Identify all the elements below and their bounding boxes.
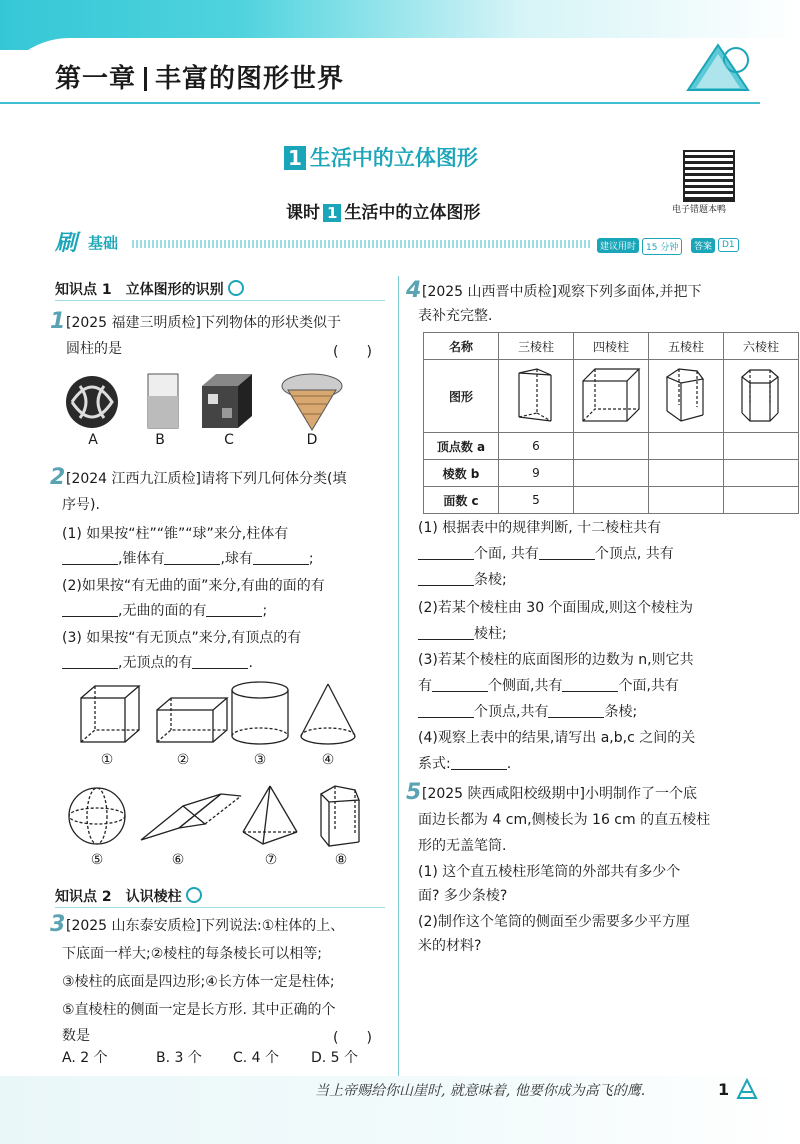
q4-blank-8[interactable] <box>548 703 604 718</box>
q2-blank-6[interactable] <box>62 654 118 669</box>
chapter-title <box>55 58 344 95</box>
q2-p2b-t1: ,无曲的面的有 <box>118 603 207 619</box>
q4-s3b-t1: 有 <box>418 678 432 694</box>
lesson-title-text: 生活中的立体图形 <box>344 203 481 223</box>
answer-page[interactable]: D1 <box>718 238 739 252</box>
qr-label: 电子错题本鸭 <box>672 205 727 215</box>
row-label-shape: 图形 <box>424 360 499 433</box>
q3-line3: ③棱柱的底面是四边形;④长方体一定是柱体; <box>62 974 335 990</box>
pen-icon <box>186 887 202 903</box>
q2-label-2: ② <box>176 752 190 768</box>
q2-p3b <box>62 651 253 675</box>
pyramid-solid-icon <box>243 786 297 844</box>
q1-images <box>62 372 382 432</box>
q4-line2: 表补充完整. <box>418 308 493 324</box>
watermelon-icon <box>66 376 118 428</box>
q2-p3a: (3) 如果按“有无顶点”来分,有顶点的有 <box>62 630 302 646</box>
q2-blank-5[interactable] <box>206 602 262 617</box>
quadrangular-prism-icon <box>579 365 643 425</box>
q1-answer-paren[interactable]: ( ) <box>333 344 372 360</box>
basic-tag: 刷 <box>55 231 78 256</box>
q5-s1b: 面? 多少条棱? <box>418 888 508 904</box>
table-cell[interactable] <box>724 460 799 487</box>
q4-s2b-t: 棱柱; <box>474 626 507 642</box>
chapter-number: 第一章 <box>55 64 137 94</box>
table-cell[interactable] <box>649 433 724 460</box>
q4-blank-5[interactable] <box>432 677 488 692</box>
q2-label-4: ④ <box>321 752 335 768</box>
table-header: 三棱柱 <box>499 333 574 360</box>
q4-s3b-t3: 个面,共有 <box>618 678 679 694</box>
q4-s2a: (2)若某个棱柱由 30 个面围成,则这个棱柱为 <box>418 600 693 616</box>
q4-blank-3[interactable] <box>418 571 474 586</box>
q4-s3c-t2: 条棱; <box>604 704 638 720</box>
q5-s1a: (1) 这个直五棱柱形笔筒的外部共有多少个 <box>418 864 681 880</box>
q1-option-b: B <box>155 432 165 448</box>
section-number: 1 <box>284 146 306 170</box>
column-divider <box>398 276 399 1076</box>
q4-s3c-t1: 个顶点,共有 <box>474 704 549 720</box>
q4-s4b-t: 系式: <box>418 756 451 772</box>
basic-divider <box>132 240 592 248</box>
page-number: 1 <box>718 1080 730 1099</box>
q2-p2a: (2)如果按“有无曲的面”来分,有曲的面的有 <box>62 578 325 594</box>
lesson-prefix: 课时 <box>286 203 320 223</box>
q5-line2: 面边长都为 4 cm,侧棱长为 16 cm 的直五棱柱 <box>418 812 711 828</box>
table-cell: 6 <box>499 433 574 460</box>
q4-s3a: (3)若某个棱柱的底面图形的边数为 n,则它共 <box>418 652 694 668</box>
ruler-compass-icon <box>678 40 758 100</box>
q4-s1c-t: 条棱; <box>474 572 507 588</box>
q2-line1: [2024 江西九江质检]请将下列几何体分类(填 <box>66 471 347 487</box>
q3-option-c[interactable]: C. 4 个 <box>233 1050 280 1066</box>
q1-option-d: D <box>306 432 318 448</box>
section-title-text: 生活中的立体图形 <box>309 146 478 170</box>
knowledge-point-2 <box>55 886 202 906</box>
q2-blank-1[interactable] <box>62 550 118 565</box>
table-header: 四棱柱 <box>574 333 649 360</box>
hexagonal-prism-figure <box>724 360 799 433</box>
table-row <box>424 433 799 460</box>
lesson-number: 1 <box>323 204 341 222</box>
kp1-underline <box>55 300 385 301</box>
table-cell: 9 <box>499 460 574 487</box>
quadrangular-prism-figure <box>574 360 649 433</box>
suggested-time-label: 建议用时 <box>597 238 639 253</box>
polyhedra-table <box>423 332 799 514</box>
q2-blank-4[interactable] <box>62 602 118 617</box>
q2-label-6: ⑥ <box>171 852 185 868</box>
q4-blank-7[interactable] <box>418 703 474 718</box>
pen-icon <box>228 280 244 296</box>
q3-option-a[interactable]: A. 2 个 <box>62 1050 108 1066</box>
table-row <box>424 460 799 487</box>
pentagonal-prism-solid-icon <box>321 786 359 846</box>
cube-icon <box>202 374 252 428</box>
table-cell[interactable] <box>649 487 724 514</box>
q2-blank-7[interactable] <box>192 654 248 669</box>
triangle-ruler-icon <box>736 1078 758 1100</box>
q2-label-8: ⑧ <box>334 852 348 868</box>
row-label-faces: 面数 c <box>424 487 499 514</box>
chapter-subtitle: 丰富的图形世界 <box>155 64 345 94</box>
table-cell[interactable] <box>574 487 649 514</box>
q1-line2: 圆柱的是 <box>66 341 122 357</box>
table-row <box>424 487 799 514</box>
table-cell[interactable] <box>574 433 649 460</box>
cylinder-solid-icon <box>232 682 288 744</box>
table-cell[interactable] <box>724 433 799 460</box>
kp1-title: 知识点 1 立体图形的识别 <box>55 282 224 298</box>
q3-option-d[interactable]: D. 5 个 <box>311 1050 359 1066</box>
basic-label: 基础 <box>88 234 119 252</box>
q4-s1a: (1) 根据表中的规律判断, 十二棱柱共有 <box>418 520 662 536</box>
q4-blank-1[interactable] <box>418 545 474 560</box>
table-header: 名称 <box>424 333 499 360</box>
kp2-underline <box>55 907 385 908</box>
pentagonal-prism-figure <box>649 360 724 433</box>
q2-blank-3[interactable] <box>253 550 309 565</box>
q5-s2b: 米的材料? <box>418 938 482 954</box>
triangular-prism-solid-icon <box>141 794 241 840</box>
row-label-vertices: 顶点数 a <box>424 433 499 460</box>
q4-number: 4 <box>406 278 422 303</box>
q2-p1b-t2: ,球有 <box>220 551 253 567</box>
q4-blank-4[interactable] <box>418 625 474 640</box>
q4-s1b <box>418 542 674 566</box>
sphere-solid-icon <box>69 788 125 844</box>
q4-s4b <box>418 752 511 776</box>
table-cell[interactable] <box>724 487 799 514</box>
q4-s3b <box>418 674 679 698</box>
suggested-time-value: 15 分钟 <box>642 238 682 255</box>
q2-p2b-t2: ; <box>262 603 268 619</box>
q2-p1b-t1: ,锥体有 <box>118 551 165 567</box>
q2-p1b <box>62 547 314 571</box>
cuboid-solid-icon <box>157 698 227 742</box>
cube-solid-icon <box>81 686 139 742</box>
footer-motto: 当上帝赐给你山崖时, 就意味着, 他要你成为高飞的鹰. <box>315 1083 646 1099</box>
q4-blank-9[interactable] <box>451 755 507 770</box>
q3-line4: ⑤直棱柱的侧面一定是长方形. 其中正确的个 <box>62 1002 336 1018</box>
ice-cream-icon <box>282 374 342 430</box>
q2-label-1: ① <box>100 752 114 768</box>
q4-line1: [2025 山西晋中质检]观察下列多面体,并把下 <box>422 284 702 300</box>
table-header: 六棱柱 <box>724 333 799 360</box>
q4-s3b-t2: 个侧面,共有 <box>488 678 563 694</box>
q4-s3c <box>418 700 637 724</box>
q3-option-b[interactable]: B. 3 个 <box>156 1050 202 1066</box>
q2-line2: 序号). <box>62 497 100 513</box>
q4-s1b-t1: 个面, 共有 <box>474 546 539 562</box>
q3-answer-paren[interactable]: ( ) <box>333 1030 372 1046</box>
q4-s4a: (4)观察上表中的结果,请写出 a,b,c 之间的关 <box>418 730 696 746</box>
q2-label-5: ⑤ <box>90 852 104 868</box>
q4-blank-6[interactable] <box>562 677 618 692</box>
q4-s1b-t2: 个顶点, 共有 <box>594 546 674 562</box>
q2-label-7: ⑦ <box>264 852 278 868</box>
triangular-prism-figure <box>499 360 574 433</box>
table-row <box>424 333 799 360</box>
answer-label: 答案 <box>691 238 715 253</box>
q2-p1b-t3: ; <box>308 551 314 567</box>
header-rule <box>0 102 760 104</box>
triangular-prism-icon <box>511 365 561 425</box>
q2-p1a: (1) 如果按“柱”“锥”“球”来分,柱体有 <box>62 526 289 542</box>
kp2-title: 知识点 2 认识棱柱 <box>55 889 182 905</box>
q2-p3b-t1: ,无顶点的有 <box>118 655 193 671</box>
q2-p3b-t2: . <box>248 655 253 671</box>
q4-s1c <box>418 568 507 592</box>
q2-number: 2 <box>50 465 66 490</box>
q1-line1: [2025 福建三明质检]下列物体的形状类似于 <box>66 315 342 331</box>
q2-solids-row2 <box>65 780 375 852</box>
q5-s2a: (2)制作这个笔筒的侧面至少需要多少平方厘 <box>418 914 690 930</box>
q5-number: 5 <box>406 780 422 805</box>
knowledge-point-1 <box>55 279 244 299</box>
q3-number: 3 <box>50 912 66 937</box>
q4-s4c-t: . <box>506 756 512 772</box>
section-title <box>284 142 478 172</box>
q2-blank-2[interactable] <box>164 550 220 565</box>
cone-solid-icon <box>301 684 355 744</box>
lesson-title <box>286 198 480 223</box>
pentagonal-prism-icon <box>661 365 711 425</box>
table-cell[interactable] <box>574 460 649 487</box>
q5-line1: [2025 陕西咸阳校级期中]小明制作了一个底 <box>422 786 698 802</box>
title-separator <box>144 67 147 91</box>
q1-number: 1 <box>50 309 66 334</box>
q3-line5: 数是 <box>62 1028 90 1044</box>
table-cell: 5 <box>499 487 574 514</box>
hexagonal-prism-icon <box>736 365 786 425</box>
q2-p2b <box>62 599 267 623</box>
table-row <box>424 360 799 433</box>
q4-blank-2[interactable] <box>539 545 595 560</box>
qr-code-icon[interactable] <box>683 150 735 202</box>
q3-line1: [2025 山东泰安质检]下列说法:①柱体的上、 <box>66 918 345 934</box>
q1-option-a: A <box>88 432 98 448</box>
q3-line2: 下底面一样大;②棱柱的每条棱长可以相等; <box>62 946 322 962</box>
q2-label-3: ③ <box>253 752 267 768</box>
cylinder-cup-icon <box>148 374 178 428</box>
row-label-edges: 棱数 b <box>424 460 499 487</box>
q4-s2b <box>418 622 507 646</box>
table-header: 五棱柱 <box>649 333 724 360</box>
q5-line3: 形的无盖笔筒. <box>418 838 507 854</box>
q1-option-c: C <box>224 432 234 448</box>
q2-solids-row1 <box>75 680 375 750</box>
table-cell[interactable] <box>649 460 724 487</box>
